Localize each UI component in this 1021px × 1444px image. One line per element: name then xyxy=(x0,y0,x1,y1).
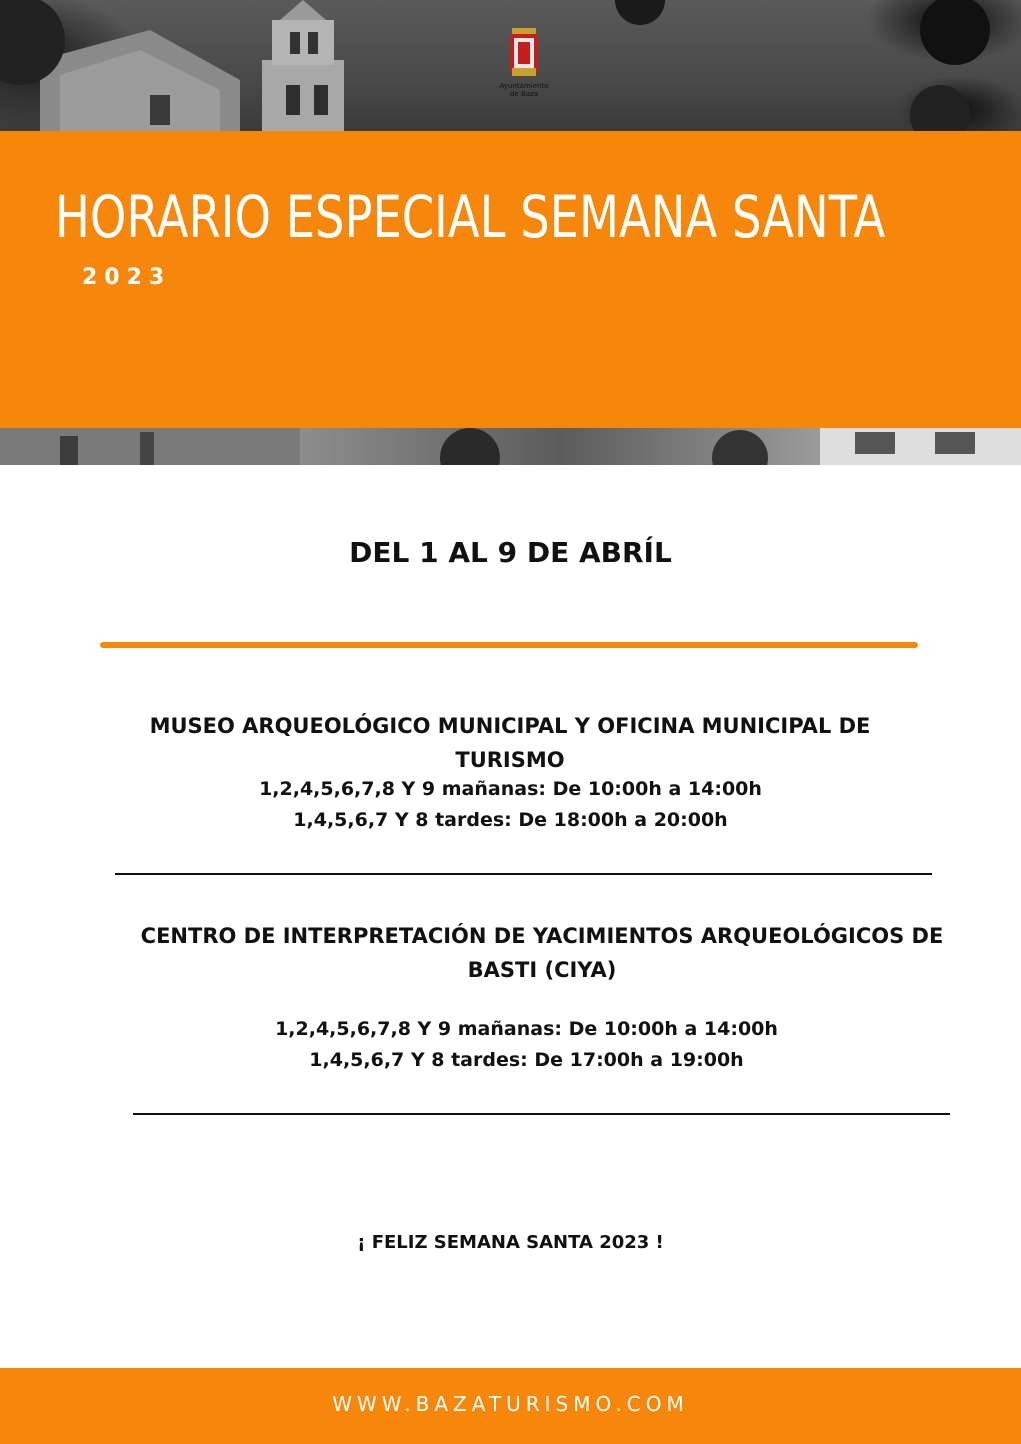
header-photo xyxy=(0,0,1021,131)
photo-strip xyxy=(0,428,1021,465)
section-2-title-line-2: BASTI (CIYA) xyxy=(467,958,617,982)
section-1-title xyxy=(60,709,960,777)
footer xyxy=(0,1368,1021,1444)
section-1-title-line-2: TURISMO xyxy=(455,748,565,772)
section-2-morning-hours: 1,2,4,5,6,7,8 Y 9 mañanas: De 10:00h a 14:00h xyxy=(275,1018,778,1040)
page-title: HORARIO ESPECIAL SEMANA SANTA xyxy=(55,183,886,251)
section-1-afternoon-hours: 1,4,5,6,7 Y 8 tardes: De 18:00h a 20:00h xyxy=(293,809,728,831)
logo-line-2: de Baza xyxy=(509,90,539,98)
building-photo xyxy=(0,428,1021,465)
logo-line-1: Ayuntamiento xyxy=(499,82,549,90)
section-2-title xyxy=(82,919,1002,987)
date-range: DEL 1 AL 9 DE ABRÍL xyxy=(349,536,672,569)
greeting: ¡ FELIZ SEMANA SANTA 2023 ! xyxy=(357,1232,664,1253)
logo xyxy=(490,24,558,106)
section-1-morning-hours: 1,2,4,5,6,7,8 Y 9 mañanas: De 10:00h a 14:00h xyxy=(259,778,762,800)
section-2-title-line-1: CENTRO DE INTERPRETACIÓN DE YACIMIENTOS ARQUEOLÓGICOS DE xyxy=(140,924,944,948)
logo-text xyxy=(490,82,558,98)
orange-divider xyxy=(100,642,918,648)
section-2-afternoon-hours: 1,4,5,6,7 Y 8 tardes: De 17:00h a 19:00h xyxy=(309,1049,744,1071)
footer-website-link[interactable]: WWW.BAZATURISMO.COM xyxy=(332,1392,689,1416)
header-banner xyxy=(0,131,1021,428)
coat-of-arms-icon xyxy=(490,24,558,82)
section-divider xyxy=(115,873,932,875)
section-divider xyxy=(133,1113,950,1115)
section-1-title-line-1: MUSEO ARQUEOLÓGICO MUNICIPAL Y OFICINA MUNICIPAL DE xyxy=(149,714,871,738)
header-year: 2023 xyxy=(82,265,172,290)
